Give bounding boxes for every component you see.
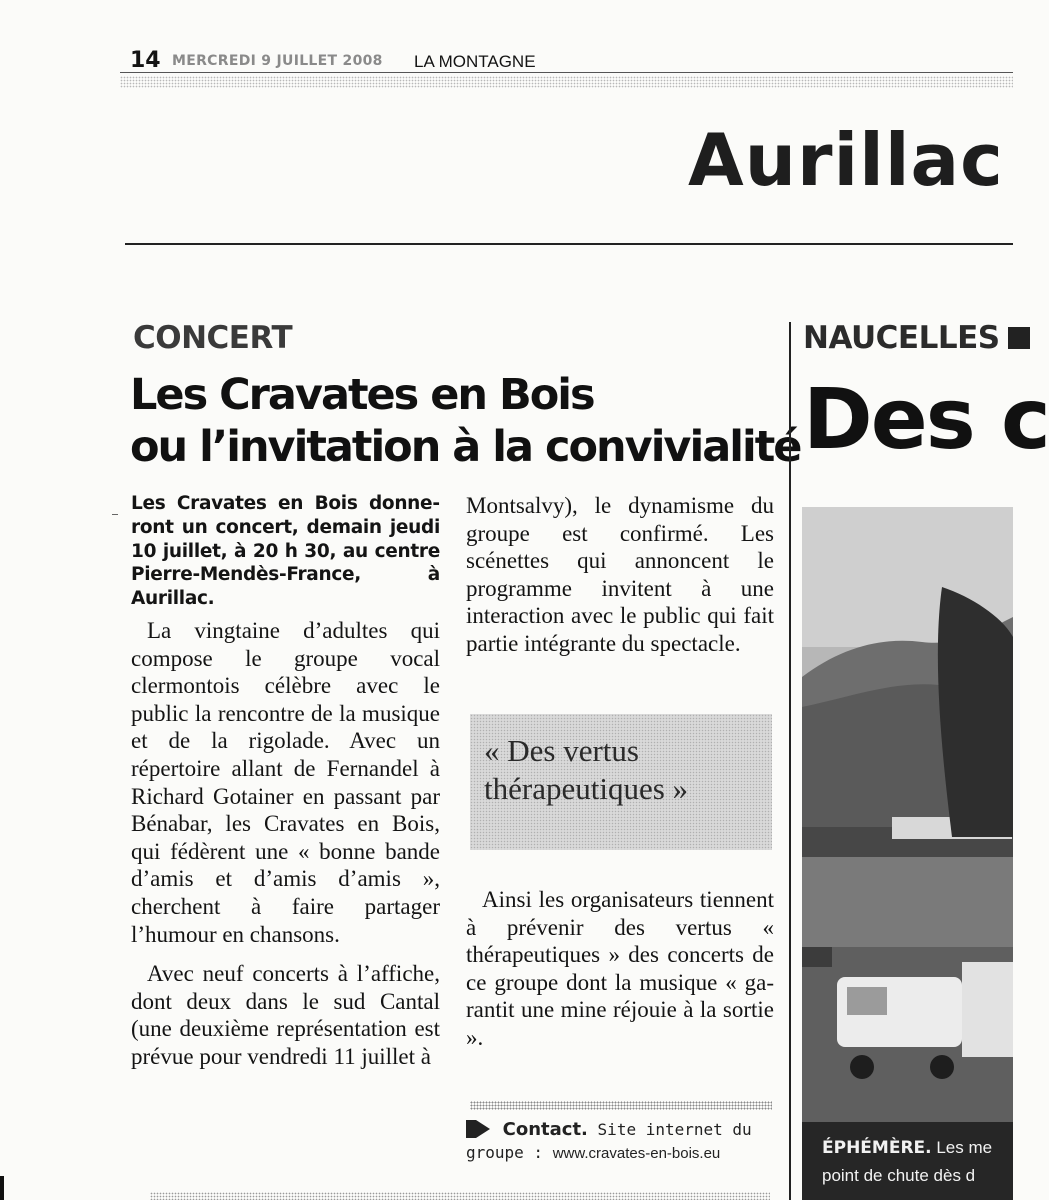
- section-rule: [125, 243, 1013, 245]
- header-rule: [120, 72, 1013, 73]
- square-icon: [1008, 327, 1030, 349]
- contact-dotted-rule: [470, 1101, 772, 1110]
- bottom-dotted-band: [150, 1192, 770, 1200]
- landscape-photo-image: [802, 507, 1013, 1122]
- header-date: MERCREDI 9 JUILLET 2008: [172, 53, 383, 69]
- caption-label: ÉPHÉMÈRE.: [822, 1138, 932, 1158]
- article-paragraph: Avec neuf concerts à l’affiche, dont deux dans le sud Cantal (une deuxième représentation est prévue pour vendredi 11 juillet à: [131, 961, 440, 1069]
- contact-block: [466, 1118, 778, 1165]
- article-lead: Les Cravates en Bois donneront un concert, demain jeudi 10 juillet, à 20 h 30, au centre Pierre-Mendès-France, à Aurillac.: [131, 493, 440, 610]
- article-rubric: CONCERT: [133, 320, 293, 356]
- arrow-icon-bar: [466, 1120, 476, 1138]
- headline-line-2: ou l’invitation à la convivialité: [130, 422, 801, 472]
- scan-edge-mark: [0, 1176, 4, 1200]
- side-article-rubric: [803, 320, 1030, 356]
- article-headline: [130, 369, 801, 473]
- article-paragraph: Ainsi les organisateurs tiennent à prévenir des vertus « thérapeutiques » des concerts de ce groupe dont la musique « garantit une mine réjouie à la sortie ».: [466, 887, 774, 1050]
- side-article-headline: Des c: [803, 370, 1049, 468]
- article-paragraph: La vingtaine d’adultes qui compose le groupe vocal clermontois célèbre avec le public la rencontre de la musique et de la rigolade. Avec un répertoire allant de Fernandel à Richard Gotainer en passant par Bénabar, les Cravates en Bois, qui fédèrent une « bonne bande d’amis et d’amis d’amis », cherchent à faire partager l’humour en chansons.: [131, 617, 440, 947]
- newspaper-name: LA MONTAGNE: [414, 52, 536, 71]
- section-title: Aurillac: [688, 118, 1004, 202]
- header-dotted-band: [120, 76, 1013, 88]
- caption-text-1: Les me: [936, 1138, 993, 1157]
- side-rubric-text: NAUCELLES: [803, 320, 1000, 356]
- pull-quote-box: [470, 714, 772, 850]
- page-number: 14: [130, 48, 161, 73]
- side-article-photo: [802, 507, 1013, 1122]
- contact-url-link[interactable]: www.cravates-en-bois.eu: [552, 1145, 721, 1162]
- article-column-right: [466, 492, 774, 658]
- contact-label: Contact.: [502, 1119, 588, 1140]
- article-column-right-lower: [466, 886, 774, 1052]
- headline-line-1: Les Cravates en Bois: [130, 370, 594, 420]
- photo-caption: [822, 1134, 1013, 1189]
- column-divider: [789, 322, 791, 1200]
- arrow-right-icon: [476, 1120, 490, 1138]
- caption-text-2: point de chute dès d: [822, 1166, 976, 1185]
- contact-text: Site internet du groupe :: [466, 1120, 752, 1162]
- article-column-left: [131, 492, 440, 1070]
- pull-quote: « Des vertus thérapeutiques »: [484, 733, 689, 806]
- margin-dash: [112, 514, 118, 515]
- article-paragraph: Montsalvy), le dynamisme du groupe est confirmé. Les scénettes qui annoncent le programme invitent à une interaction avec le public qui fait partie intégrante du spectacle.: [466, 493, 774, 656]
